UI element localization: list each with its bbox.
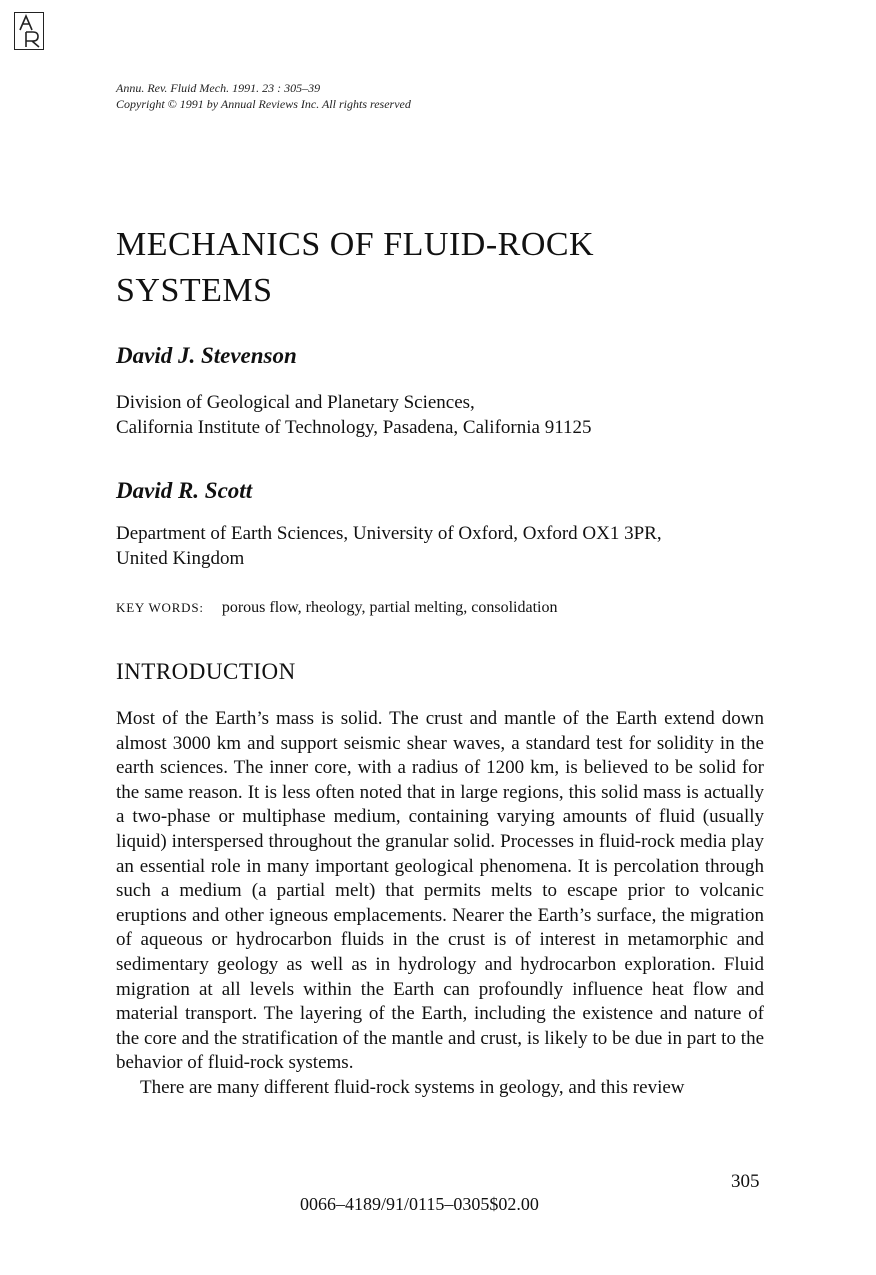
article-code: 0066–4189/91/0115–0305$02.00 (300, 1194, 539, 1214)
page-number: 305 (731, 1171, 760, 1192)
author-affiliation (116, 390, 592, 440)
paragraph: Most of the Earth’s mass is solid. The crust and mantle of the Earth extend down almost 3000 km and support seismic shear waves, a standard test for solidity in the earth sciences. The inner core, with a radius of 1200 km, is believed to be solid for the same reason. It is less often noted that in large regions, this solid mass is actually a two-phase or multiphase medium, containing varying amounts of fluid (usually liquid) interspersed throughout the granular solid. Processes in fluid-rock media play an essential role in many important geological phenomena. It is percolation through such a medium (a partial melt) that permits melts to escape prior to volcanic eruptions and other igneous emplacements. Nearer the Earth’s surface, the migration of aqueous or hydrocarbon fluids in the crust is of interest in metamorphic and sedimentary geology as well as in hydrology and hydrocarbon exploration. Fluid migration at all levels within the Earth can profoundly influence heat flow and material transport. The layering of the Earth, including the existence and nature of the core and the stratification of the mantle and crust, is likely to be due in part to the behavior of fluid-rock systems. (116, 708, 764, 1074)
author-affiliation (116, 521, 662, 571)
journal-header (116, 80, 411, 112)
author-name: David J. Stevenson (116, 343, 297, 368)
keywords (116, 598, 557, 618)
section-heading: INTRODUCTION (116, 659, 296, 684)
body-text (116, 707, 764, 1101)
keywords-value: porous flow, rheology, partial melting, consolidation (221, 599, 558, 616)
article-title: MECHANICS OF FLUID-ROCK SYSTEMS (116, 226, 595, 309)
paragraph: There are many different fluid-rock systems in geology, and this review (140, 1076, 685, 1098)
keywords-label: KEY WORDS: (116, 600, 204, 615)
copyright-line: Copyright © 1991 by Annual Reviews Inc. All rights reserved (116, 97, 411, 111)
author-name: David R. Scott (116, 478, 253, 503)
publisher-logo (14, 12, 44, 50)
affiliation-line: Division of Geological and Planetary Sciences, (116, 392, 475, 413)
journal-citation: Annu. Rev. Fluid Mech. 1991. 23 : 305–39 (116, 81, 321, 95)
affiliation-line: United Kingdom (116, 548, 245, 569)
affiliation-line: California Institute of Technology, Pasadena, California 91125 (116, 417, 592, 438)
affiliation-line: Department of Earth Sciences, University of Oxford, Oxford OX1 3PR, (116, 523, 662, 544)
ar-monogram-icon (15, 13, 43, 49)
